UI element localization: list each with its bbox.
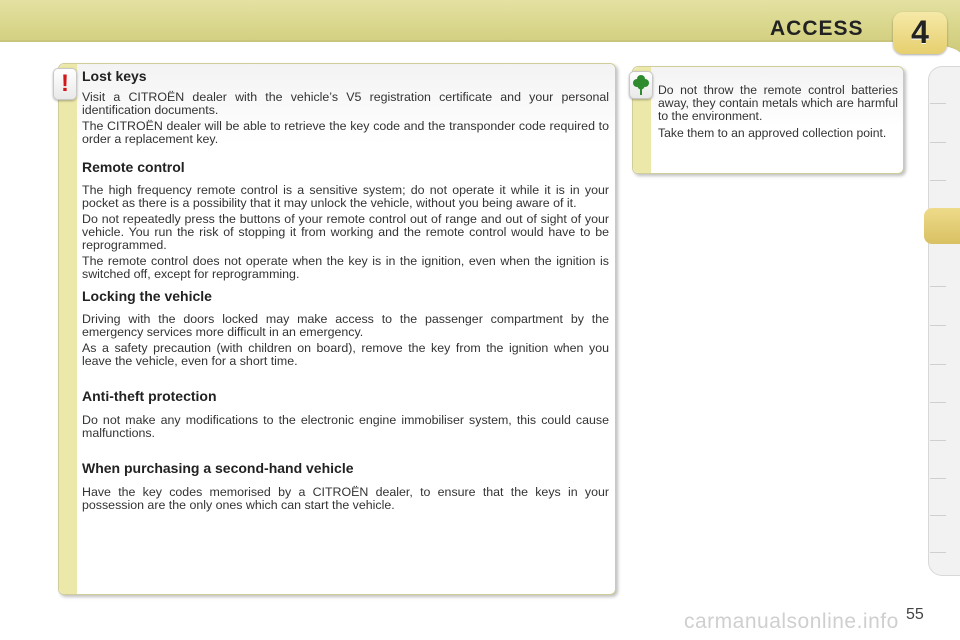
remote-control-paragraph: Do not repeatedly press the buttons of your remote control out of range and out of sight of your vehicle. You run the risk of stopping it from working and the remote control would have to be reprogrammed. [82, 212, 609, 252]
locking-paragraph: Driving with the doors locked may make access to the passenger compartment by the emergency services more difficult in an emergency. [82, 312, 609, 339]
rail-divider [930, 402, 946, 403]
eco-content [658, 84, 898, 140]
remote-control-paragraph: The remote control does not operate when the key is in the ignition, even when the ignition is switched off, except for reprogramming. [82, 254, 609, 281]
lost-keys-paragraph: Visit a CITROËN dealer with the vehicle’s V5 registration certificate and your personal identification documents. [82, 90, 609, 117]
eco-paragraph: Do not throw the remote control batteries away, they contain metals which are harmful to the environment. [658, 83, 898, 123]
panel-stripe [59, 64, 77, 594]
warning-icon [53, 68, 77, 100]
heading-lost-keys: Lost keys [82, 68, 147, 84]
rail-divider [930, 180, 946, 181]
clover-eco-icon [629, 71, 653, 99]
rail-divider [930, 440, 946, 441]
rail-divider [930, 515, 946, 516]
rail-divider [930, 142, 946, 143]
rail-divider [930, 364, 946, 365]
rail-divider [930, 103, 946, 104]
anti-theft-paragraph: Do not make any modifications to the electronic engine immobiliser system, this could cause malfunctions. [82, 413, 609, 440]
warning-content [82, 68, 609, 512]
section-title: ACCESS [770, 17, 864, 40]
chapter-number: 4 [911, 14, 929, 50]
rail-divider [930, 552, 946, 553]
heading-anti-theft: Anti-theft protection [82, 388, 217, 404]
page-number: 55 [906, 606, 924, 623]
locking-paragraph: As a safety precaution (with children on board), remove the key from the ignition when you leave the vehicle, even for a short time. [82, 341, 609, 368]
clover-eco-icon-graphic [630, 72, 652, 98]
lost-keys-paragraph: The CITROËN dealer will be able to retrieve the key code and the transponder code required to order a replacement key. [82, 119, 609, 146]
rail-active-chapter[interactable] [924, 208, 960, 244]
rail-divider [930, 286, 946, 287]
heading-locking: Locking the vehicle [82, 288, 212, 304]
eco-paragraph: Take them to an approved collection point. [658, 126, 887, 140]
heading-remote-control: Remote control [82, 159, 185, 175]
chapter-tab[interactable] [893, 12, 947, 54]
second-hand-paragraph: Have the key codes memorised by a CITROËN dealer, to ensure that the keys in your possession are the only ones which can start the vehicle. [82, 485, 609, 512]
header-divider [0, 40, 960, 56]
rail-divider [930, 325, 946, 326]
warning-glyph: ! [61, 70, 69, 97]
rail-divider [930, 478, 946, 479]
remote-control-paragraph: The high frequency remote control is a sensitive system; do not operate it while it is in your pocket as there is a possibility that it may unlock the vehicle, without you being aware of it. [82, 183, 609, 210]
watermark: carmanualsonline.info [684, 610, 899, 633]
heading-second-hand: When purchasing a second-hand vehicle [82, 460, 354, 476]
